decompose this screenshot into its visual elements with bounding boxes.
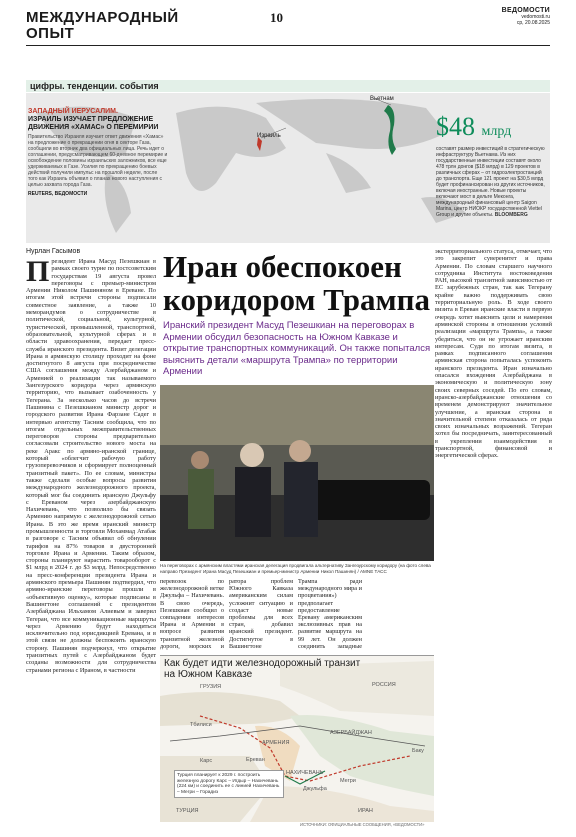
news-title: ИЗРАИЛЬ ИЗУЧАЕТ ПРЕДЛОЖЕНИЕ ДВИЖЕНИЯ «ХАМАС» О ПЕРЕМИРИИ [28, 116, 159, 131]
drop-cap: П [26, 258, 50, 288]
page-number: 10 [270, 10, 283, 25]
map-source: ИСТОЧНИКИ: ОФИЦИАЛЬНЫЕ СООБЩЕНИЯ, «ВЕДОМОСТИ» [300, 822, 425, 827]
israel-label: Израиль [257, 133, 281, 139]
label-iran: ИРАН [358, 808, 373, 814]
vietnam-body: составят размер инвестиций в стратегическую инфраструктуру Вьетнама. Из них государственные инвестиции составят около 478 трлн донгов ($18 млрд) в 129 проектов в различных сферах – от гидроэлектростанций до транспорта. Еще 121 проект на $30,5 млрд будет профинансирован из других источников, включая иностранные. Новые проекты включают мост в дельте Меконга, международный финансовый центр Saigon Marina, центр НИОКР государственной Viettel Group и другие объекты. [436, 146, 545, 218]
label-nakhchivan: НАХИЧЕВАНЬ [286, 770, 324, 776]
landmass-europe-africa [176, 107, 286, 191]
big-number [436, 112, 511, 142]
article-lead: Иранский президент Масуд Пезешкиан на переговорах в Армении обсудил безопасность на Южном Кавказе и открытие транспортных коммуникаций. Он также попытался выяснить детали «маршрута Трампа» по территории Армении [163, 320, 431, 377]
label-julfa: Джульфа [303, 786, 327, 792]
label-azerbaijan: АЗЕРБАЙДЖАН [330, 730, 372, 736]
world-news-item [28, 108, 168, 198]
section-title [26, 10, 179, 42]
article-column-5: экстерриториального статуса, отмечает, что это закрепит суверенитет и права Армении. По словам старшего научного сотрудника Института востоковедения РАН, высокой транзитной зависимостью от ЕС зарубежных стран, так как Тегерану крайне важно поддерживать свою территориальную роль. В ходе своего визита в Ереван иранские власти в первую очередь хотят выяснить цели и намерения армянской стороны в отношении условий реализации «маршрута Трампа», а также убедиться, что он не угрожает иранским интересам. Судя по итогам визита, в рамках подписанного соглашения армянская сторона попыталась успокоить иранского президента. Иран изначально опасался вхождения Азербайджана в экономическую и политическую зону своих северных соседей. По его словам, иранско-азербайджанские отношения со временем демонстрируют значительное улучшение, а иранская сторона в значительной степени отказалась от ряда своих изначальных возражений. Тегеран хотел бы посредничать, заинтересованный в укреплении взаимодействия в транспортной, финансовой и энергетической сферах. [435, 248, 552, 460]
label-armenia: АРМЕНИЯ [262, 740, 290, 746]
vietnam-source: BLOOMBERG [494, 212, 528, 218]
map-title: Как будет идти железнодорожный транзит на Южном Кавказе [164, 658, 361, 680]
article-column-1 [26, 258, 156, 824]
brand-name: ВЕДОМОСТИ [501, 7, 550, 14]
section-line-2: ОПЫТ [26, 25, 75, 42]
big-number-value: $48 [436, 112, 475, 141]
mid-column-2: ратора проблем Южного Кавказа американским силам усложнит ситуацию и создаст новые проблемы для всех стран, добавил иранский президент. Достигнутое в Вашингтоне [229, 578, 293, 650]
map-legend: Турция планирует к 2029 г. построить железную дорогу Карс – Игдыр – Нахичевань (224 км) и соединить ее с линией Нахичевань – Мегри – Горадиз [174, 770, 284, 798]
label-yerevan: Ереван [246, 757, 265, 763]
issue-date: ср, 20.08.2025 [516, 20, 550, 26]
vietnam-text [436, 146, 548, 218]
label-georgia: ГРУЗИЯ [200, 684, 222, 690]
news-text: Правительство Израиля изучает ответ движения «Хамас» на предложение о прекращении огня в секторе Газа, сообщили во вторник два официальных лица. Речь идет о соглашении, предусматривающем 60-дневное перемирие и освобождение половины израильских заложников, все еще удерживаемых в Газе. Усилия по прекращению боевых действий получили импульс на прошлой неделе, после того как Израиль объявил о планах нового наступления с целью захвата города Газа. [28, 134, 168, 188]
top-rule [26, 45, 550, 46]
band-label: цифры. тенденции. события [30, 81, 159, 91]
landmass-india [326, 153, 371, 193]
label-tbilisi: Тбилиси [190, 722, 212, 728]
section-band [26, 80, 550, 92]
landmass-asia [256, 99, 446, 149]
masthead [502, 8, 550, 26]
section-line-1: МЕЖДУНАРОДНЫЙ [26, 9, 179, 26]
photo-caption: На переговорах с армянским властями иранская делегация продвигала альтернативу Зангезурскому коридору (на фото слева направо Президент Ирана Масуд Пезешкиан и премьер-министр Армении Никол Пашинян) / AMNE ТАСС [160, 563, 431, 574]
article-headline: Иран обеспокоен коридором Трампа [163, 249, 430, 317]
mid-column-3: Трампа ради международного мира и процветания») предполагает предоставление Еревану американским экслюзивных прав на развитие маршрута на 99 лет. Он должен соединить западные [298, 578, 362, 650]
label-baku: Баку [412, 748, 424, 754]
photo-graphic [160, 385, 434, 561]
label-turkey: ТУРЦИЯ [176, 808, 199, 814]
mid-column-1: перевозок по железнодорожной ветке Джульфа – Нахичевань. В свою очередь, Пезешкиан сообщил о совпадении интересов Ирана и Армении в вопросе развития транзитной железной дороги, морских и [160, 578, 224, 650]
news-kicker: ЗАПАДНЫЙ ИЕРУСАЛИМ. [28, 108, 118, 115]
label-russia: РОССИЯ [372, 682, 396, 688]
column-1-text: резидент Ирана Масуд Пезешкиан в рамках своего турне по постсоветским государствам 19 августа провел переговоры с премьер-министром Армении Николом Пашиняном в Ереване. По итогам этой встречи стороны подписали совместное заявление, а также 10 меморандумов о сотрудничестве в политической, социальной, культурной, туристической, промышленной, транспортной, образовательной, культурной сферах и в области здравоохранения, передает пресс-служба иранского президента. Визит делегации Ирана в армянскую столицу проходит на фоне достигнутого 8 августа при посредничестве США соглашения между Азербайджаном и Арменией о реализации так называемого Зангезурского коридора через армянскую территорию, что вызывает озабоченность у Тегерана. За несколько часов до встречи Пашиняна с Пезешкианом министр дорог и городского развития Ирана Фарзане Садег в интервью агентству Тасним сообщила, что по итогам отдельных межправительственных переговоров стороны предварительно согласовали строительство нового моста на реке Аракс по армяно-иранской границе, который «облегчит рабочую работу грузоперевозчиков и сформирует полноценный транзитный пакет». По ее словам, министры также сделали особые вопросы развития международного железнодорожного проекта, который мог бы соединить иранскую Джульфу с Ереваном через азербайджанскую Нахичевань, что позволило бы связать Армению напрямую с железнодорожной сетью Ирана. В это же время иранский министр промышленности и торговли Мохаммад Атабак в разговоре с Тасним объявил об обнулении тарифов на 87% товаров в двусторонней торговле Ирана и Армении. Таким образом, стороны планируют нарастить товарооборот с $1 млрд в 2024 г. до $3 млрд. Непосредственно на пресс-конференции президента Ирана и армянского премьера Пашинян подтвердил, что армяно-иранские переговоры прошли в «объективную оценку», которые подписаны в Вашингтоне соглашений с президентом Азербайджана Ильхамом Алиевым и заверил Тегеран, что все коммуникационные маршруты через Армению будут находиться исключительно под юрисдикцией Еревана, и в этой связи не должны беспокоить иранскую сторону. Пашинян подчеркнул, что открытие транзитных путей с Азербайджаном будет созданы возможности для сотрудничества странами региона с Ираном, в частности [26, 258, 156, 674]
site-url: vedomosti.ru [521, 14, 550, 20]
label-kars: Карс [200, 758, 213, 764]
article-photo [160, 385, 434, 561]
big-number-unit: млрд [481, 124, 512, 139]
author-byline: Нурлан Гасымов [26, 248, 81, 255]
news-source: REUTERS, ВЕДОМОСТИ [28, 191, 88, 197]
label-meghri: Мегри [340, 778, 356, 784]
vietnam-label: Вьетнам [370, 96, 394, 102]
